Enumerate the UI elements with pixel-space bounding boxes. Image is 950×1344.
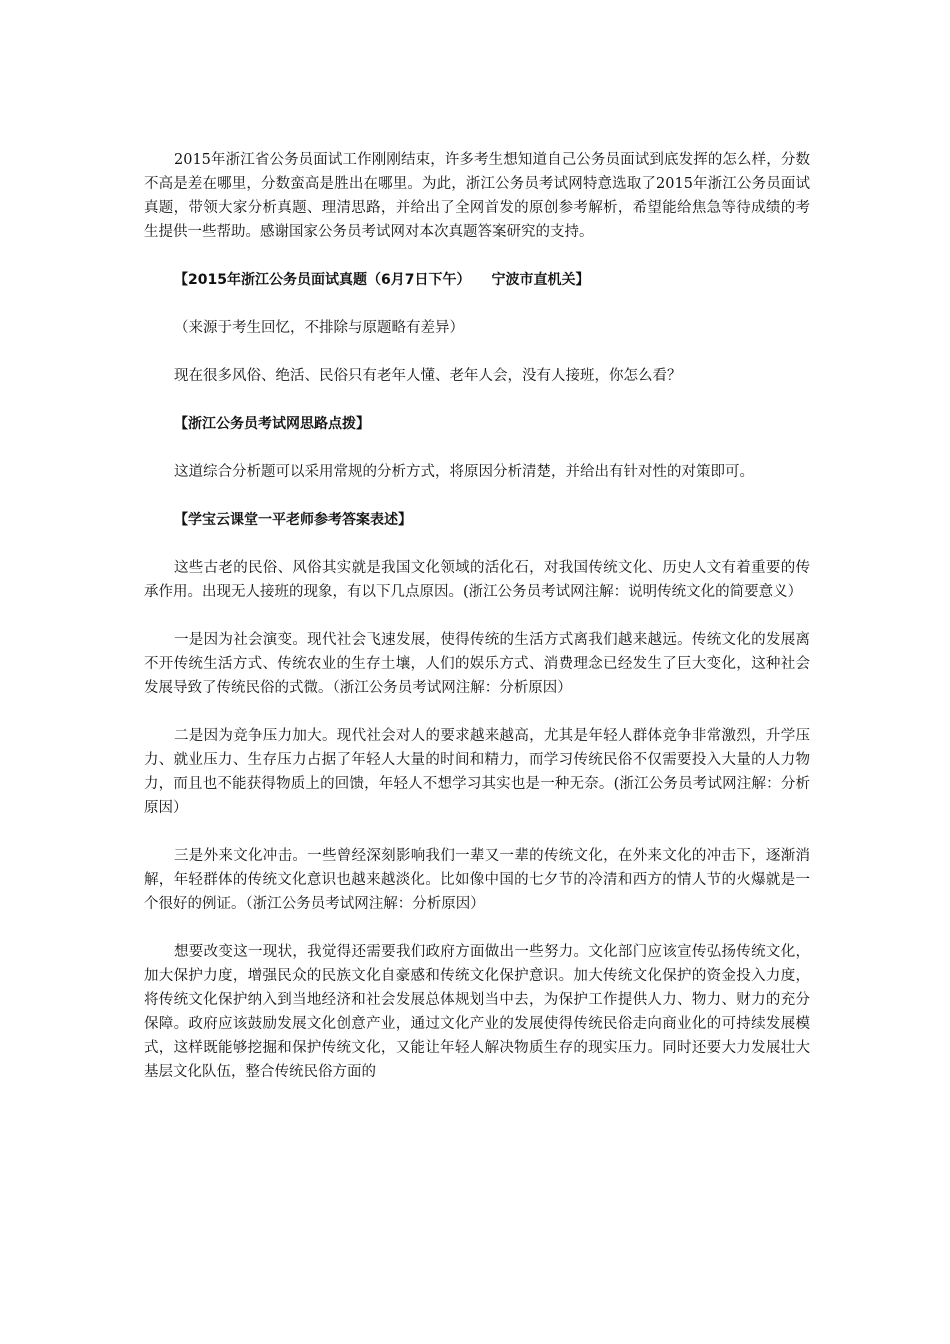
answer-paragraph-3: 二是因为竞争压力加大。现代社会对人的要求越来越高，尤其是年轻人群体竞争非常激烈，升学压力、就业压力、生存压力占据了年轻人大量的时间和精力，而学习传统民俗不仅需要投入大量的人力物力，而且也不能获得物质上的回馈，年轻人不想学习其实也是一种无奈。(浙江公务员考试网注解：分析原因） xyxy=(144,728,810,816)
approach-heading: 【浙江公务员考试网思路点拨】 xyxy=(174,416,370,432)
question-text: 现在很多风俗、绝活、民俗只有老年人懂、老年人会，没有人接班，你怎么看？ xyxy=(174,368,682,384)
approach-paragraph: 这道综合分析题可以采用常规的分析方式，将原因分析清楚，并给出有针对性的对策即可。 xyxy=(174,464,754,480)
intro-paragraph: 2015年浙江省公务员面试工作刚刚结束，许多考生想知道自己公务员面试到底发挥的怎么样，分数不高是差在哪里，分数蛮高是胜出在哪里。为此，浙江公务员考试网特意选取了2015年浙江公务员面试真题，带领大家分析真题、理清思路，并给出了全网首发的原创参考解析，希望能给焦急等待成绩的考生提供一些帮助。感谢国家公务员考试网对本次真题答案研究的支持。 xyxy=(144,152,810,240)
source-note: （来源于考生回忆，不排除与原题略有差异） xyxy=(174,320,464,336)
answer-paragraph-5: 想要改变这一现状，我觉得还需要我们政府方面做出一些努力。文化部门应该宣传弘扬传统文化，加大保护力度，增强民众的民族文化自豪感和传统文化保护意识。加大传统文化保护的资金投入力度，将传统文化保护纳入到当地经济和社会发展总体规划当中去，为保护工作提供人力、物力、财力的充分保障。政府应该鼓励发展文化创意产业，通过文化产业的发展使得传统民俗走向商业化的可持续发展模式，这样既能够挖掘和保护传统文化，又能让年轻人解决物质生存的现实压力。同时还要大力发展壮大基层文化队伍，整合传统民俗方面的 xyxy=(144,944,810,1080)
answer-paragraph-4: 三是外来文化冲击。一些曾经深刻影响我们一辈又一辈的传统文化，在外来文化的冲击下，逐渐消解，年轻群体的传统文化意识也越来越淡化。比如像中国的七夕节的冷清和西方的情人节的火爆就是一个很好的例证。（浙江公务员考试网注解：分析原因） xyxy=(144,848,810,912)
document-body xyxy=(144,148,810,1108)
answer-paragraph-1: 这些古老的民俗、风俗其实就是我国文化领域的活化石，对我国传统文化、历史人文有着重要的传承作用。出现无人接班的现象，有以下几点原因。(浙江公务员考试网注解：说明传统文化的简要意义） xyxy=(144,560,810,600)
answer-heading: 【学宝云课堂一平老师参考答案表述】 xyxy=(174,512,412,528)
answer-paragraph-2: 一是因为社会演变。现代社会飞速发展，使得传统的生活方式离我们越来越远。传统文化的发展离不开传统生活方式、传统农业的生存土壤，人们的娱乐方式、消费理念已经发生了巨大变化，这种社会发展导致了传统民俗的式微。（浙江公务员考试网注解：分析原因） xyxy=(144,632,810,696)
exam-heading: 【2015年浙江公务员面试真题（6月7日下午） 宁波市直机关】 xyxy=(174,272,590,288)
